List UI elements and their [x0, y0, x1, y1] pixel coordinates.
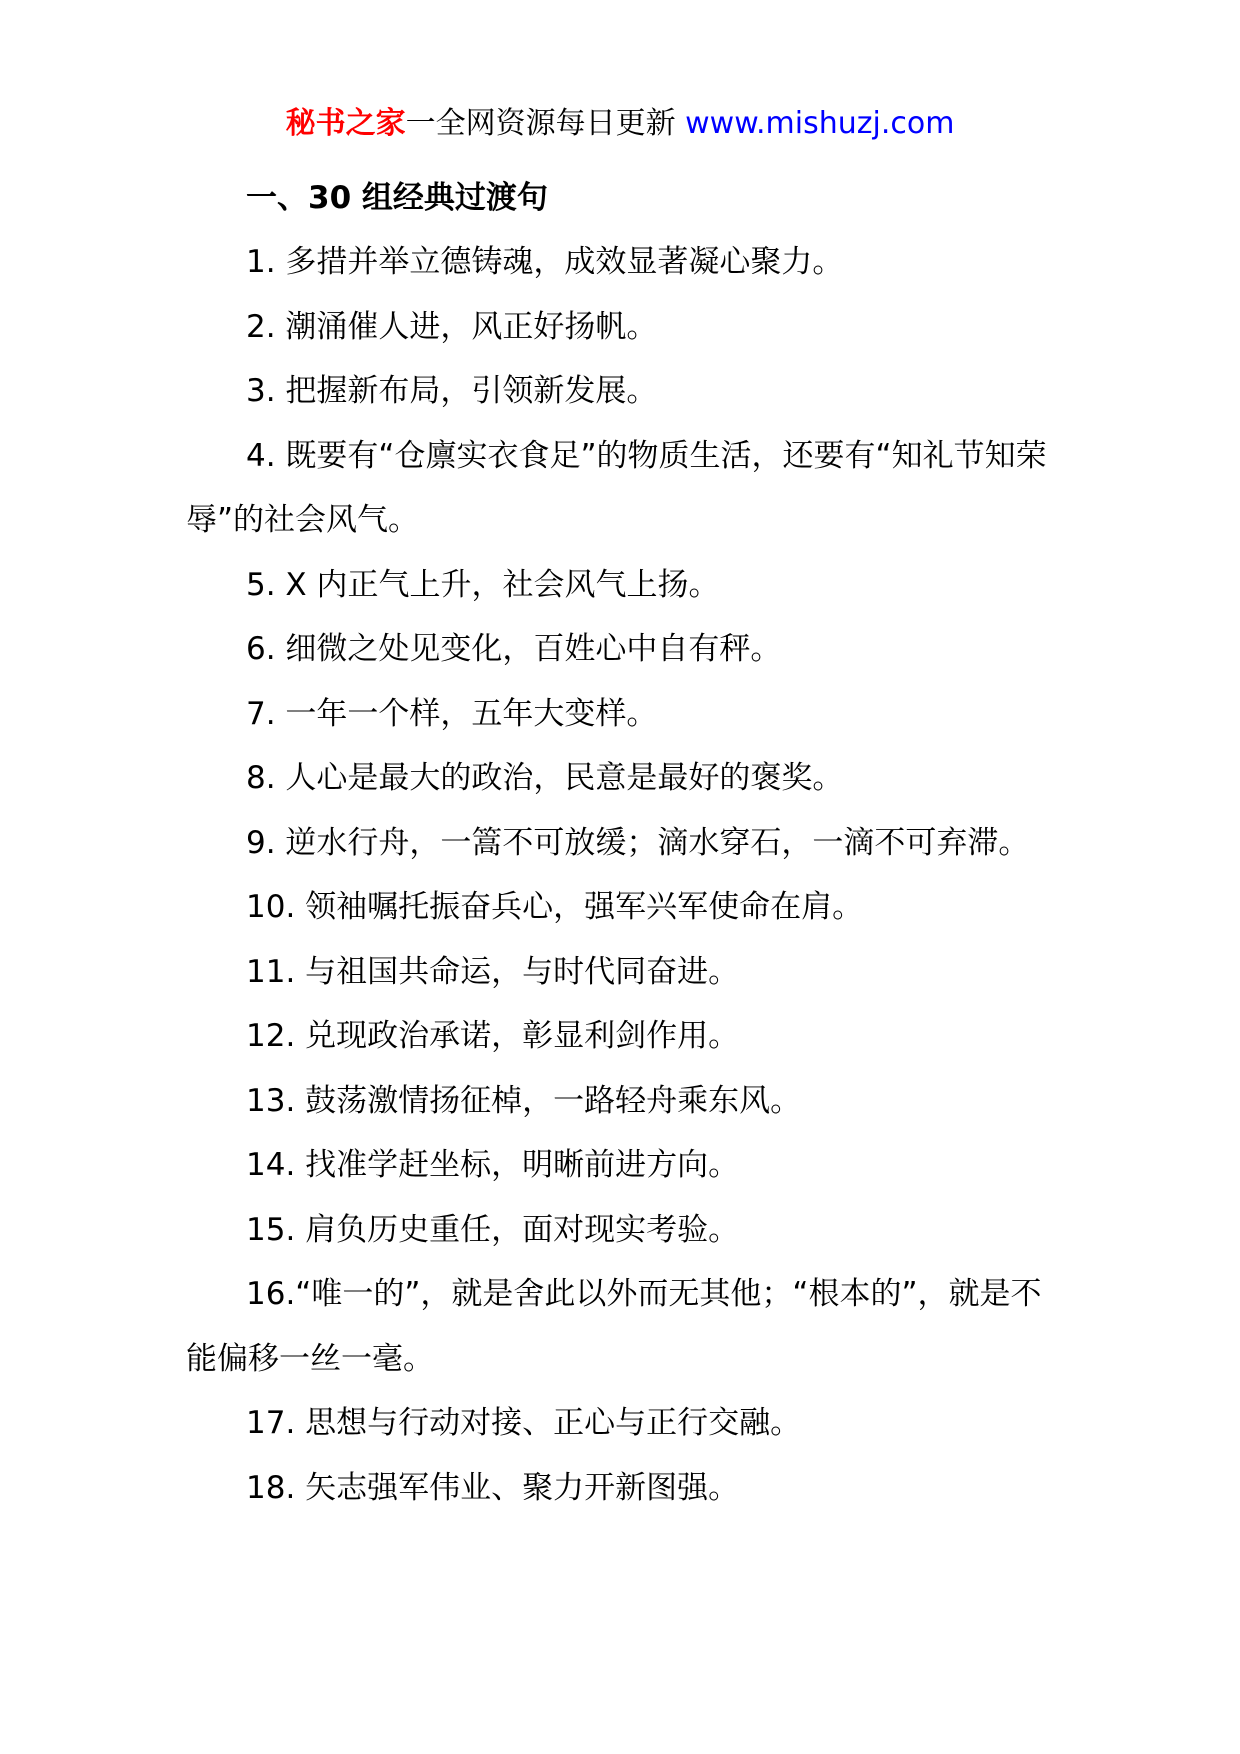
transition-sentence-list	[186, 230, 1066, 1520]
document-body	[186, 166, 1066, 1520]
site-url-link[interactable]: www.mishuzj.com	[685, 106, 955, 141]
list-item: 4. 既要有“仓廪实衣食足”的物质生活，还要有“知礼节知荣辱”的社会风气。	[186, 437, 1047, 538]
list-item: 1. 多措并举立德铸魂，成效显著凝心聚力。	[246, 244, 844, 280]
list-item: 17. 思想与行动对接、正心与正行交融。	[246, 1405, 802, 1441]
list-item: 14. 找准学赶坐标，明晰前进方向。	[246, 1147, 740, 1183]
list-item: 13. 鼓荡激情扬征棹，一路轻舟乘东风。	[246, 1082, 802, 1119]
brand-name: 秘书之家	[285, 106, 406, 141]
list-item: 9. 逆水行舟，一篙不可放缓；滴水穿石，一滴不可弃滞。	[246, 824, 1030, 861]
site-slogan: 一全网资源每日更新	[405, 106, 686, 141]
list-item: 5. X 内正气上升，社会风气上扬。	[246, 566, 720, 603]
list-item: 10. 领袖嘱托振奋兵心，强军兴军使命在肩。	[246, 889, 864, 925]
list-item: 12. 兑现政治承诺，彰显利剑作用。	[246, 1018, 740, 1054]
section-title: 一、30 组经典过渡句	[246, 180, 548, 216]
list-item: 6. 细微之处见变化，百姓心中自有秤。	[246, 631, 782, 667]
list-item: 18. 矢志强军伟业、聚力开新图强。	[246, 1469, 740, 1506]
list-item: 8. 人心是最大的政治，民意是最好的褒奖。	[246, 760, 844, 796]
list-item: 16.“唯一的”，就是舍此以外而无其他；“根本的”，就是不能偏移一丝一毫。	[186, 1276, 1042, 1377]
list-item: 2. 潮涌催人进，风正好扬帆。	[246, 308, 658, 345]
list-item: 15. 肩负历史重任，面对现实考验。	[246, 1211, 740, 1248]
list-item: 11. 与祖国共命运，与时代同奋进。	[246, 953, 740, 990]
site-header	[0, 102, 1240, 146]
list-item: 3. 把握新布局，引领新发展。	[246, 373, 658, 409]
list-item: 7. 一年一个样，五年大变样。	[246, 695, 658, 732]
